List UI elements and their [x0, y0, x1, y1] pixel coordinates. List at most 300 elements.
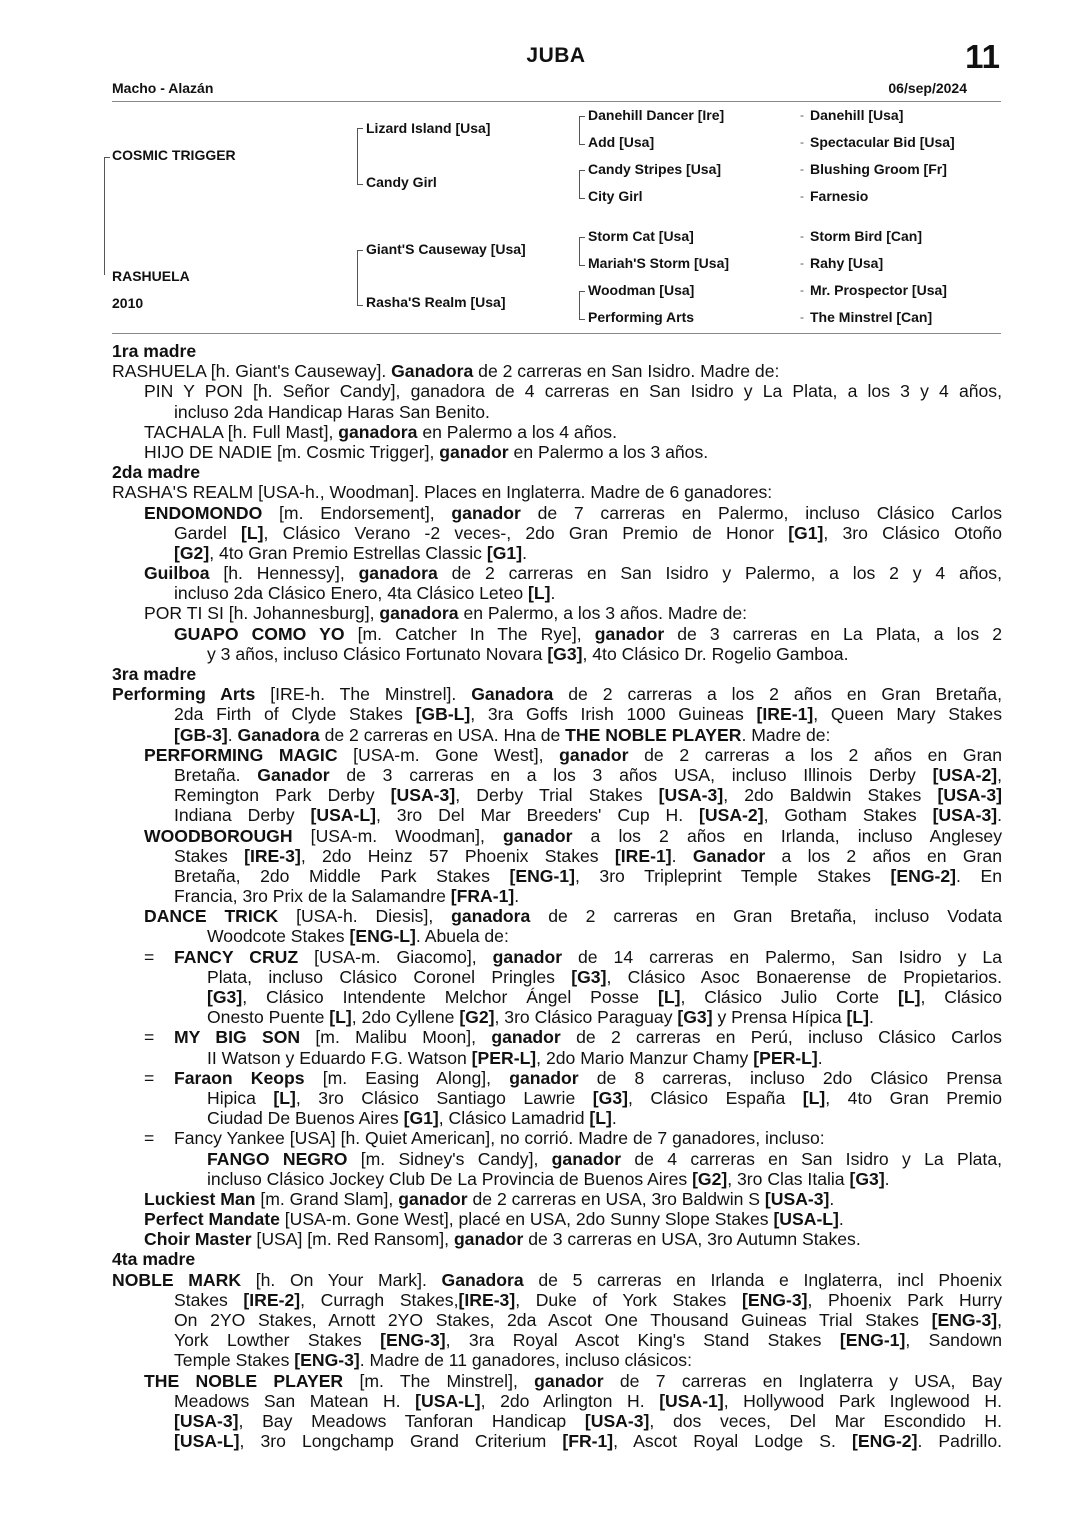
record-text: . Abuela de:: [415, 926, 509, 947]
record-text: de 7 carreras en Inglaterra y USA, Bay: [603, 1370, 1002, 1391]
record-text: , Clásico Asoc Bonaerense de Propietarios.: [606, 966, 1002, 987]
record-text: York Lowther Stakes: [174, 1330, 381, 1351]
record-text: [USA-m. Giacomo],: [298, 946, 493, 967]
record-bold-text: [USA-L]: [415, 1390, 481, 1411]
pedigree-dash: -: [800, 229, 804, 243]
record-text: [h. Hennessy],: [209, 563, 359, 584]
pedigree-dash: -: [800, 310, 804, 324]
record-text: , Clásico: [920, 987, 1002, 1007]
record-line: [112, 826, 1002, 846]
record-line: [112, 1411, 1002, 1431]
pedigree-gen2: Giant'S Causeway [Usa]: [366, 241, 526, 257]
record-bold-text: [ENG-3]: [931, 1310, 998, 1330]
pedigree-bracket: [104, 157, 110, 275]
record-bold-text: ganador: [509, 1067, 579, 1088]
record-bold-text: ganador: [594, 623, 665, 644]
record-text: , 4to Gran Premio: [825, 1087, 1002, 1108]
record-bold-text: MY BIG SON: [174, 1027, 301, 1048]
record-bold-text: ganador: [534, 1370, 604, 1391]
record-line: [112, 866, 1002, 886]
record-text: [USA-m. Gone West], placé en USA, 2do Sunny Slope Stakes: [279, 1209, 774, 1230]
record-text: de 2 carreras en USA. Hna de: [319, 724, 566, 745]
record-line: [112, 1048, 1002, 1068]
record-bold-text: [G2]: [459, 1007, 495, 1028]
record-text: , 2do Arlington H.: [480, 1390, 660, 1411]
record-text: de 2 carreras en Gran Bretaña, incluso Vodata: [530, 906, 1002, 927]
record-bold-text: [G1]: [486, 542, 523, 563]
record-bold-text: [G2]: [692, 1168, 728, 1189]
record-text: Bretaña, 2do Middle Park Stakes: [174, 865, 510, 886]
record-bold-text: GUAPO COMO YO: [174, 623, 345, 644]
record-bold-text: [IRE-1]: [756, 704, 814, 725]
pedigree-dam: RASHUELA: [112, 268, 190, 284]
record-text: .: [817, 1047, 823, 1068]
record-bold-text: [PER-L]: [471, 1047, 537, 1068]
record-bold-text: [G1]: [403, 1108, 439, 1129]
record-text: , 3ro Longchamp Grand Criterium: [239, 1431, 563, 1452]
record-line: [112, 624, 1002, 644]
record-line: [112, 684, 1002, 704]
record-bold-text: ENDOMONDO: [144, 502, 263, 523]
record-line: [112, 1108, 1002, 1128]
horse-name: JUBA: [526, 44, 586, 67]
record-text: Meadows San Matean H.: [174, 1390, 416, 1411]
page-number: 11: [965, 38, 1000, 75]
pedigree-dash: -: [800, 135, 804, 149]
record-text: , Queen Mary Stakes: [813, 704, 1002, 725]
pedigree-gen3: Storm Cat [Usa]: [588, 228, 694, 244]
pedigree-gen4: Storm Bird [Can]: [810, 228, 922, 244]
record-text: , Curragh Stakes,: [300, 1289, 459, 1310]
record-line: [112, 967, 1002, 987]
record-line: [112, 1169, 1002, 1189]
record-text: , 3ro Clásico Santiago Lawrie: [295, 1087, 593, 1108]
record-bold-text: [USA-3]: [658, 785, 724, 806]
record-text: Temple Stakes: [174, 1350, 295, 1371]
record-bold-text: WOODBOROUGH: [144, 825, 293, 846]
record-bold-text: 1ra madre: [112, 341, 197, 361]
pedigree-gen2: Candy Girl: [366, 174, 437, 190]
record-text: 2da Firth of Clyde Stakes: [174, 704, 416, 725]
record-line: [112, 846, 1002, 866]
record-text: [m. Sidney's Candy],: [347, 1148, 552, 1169]
record-text: PIN Y PON [h. Señor Candy], ganadora de 4 carreras en San Isidro y La Plata, a los 3 y 4 años,: [144, 381, 1002, 402]
record-text: II Watson y Eduardo F.G. Watson: [207, 1047, 472, 1068]
record-bold-text: ganadora: [451, 906, 531, 927]
record-marker: =: [144, 1128, 155, 1149]
record-text: de 2 carreras en USA, 3ro Baldwin S: [467, 1188, 765, 1209]
record-line: [112, 1209, 1002, 1229]
record-text: .: [671, 845, 693, 866]
pedigree-gen3: Add [Usa]: [588, 134, 655, 150]
record-bold-text: [ENG-1]: [509, 865, 575, 886]
record-text: de 5 carreras en Irlanda e Inglaterra, incl Phoenix: [523, 1269, 1002, 1290]
record-text: , 4to Gran Premio Estrellas Classic: [209, 542, 487, 563]
record-line: [112, 1391, 1002, 1411]
record-text: de 3 carreras en La Plata, a los 2: [664, 623, 1002, 644]
record-text: [m. Malibu Moon],: [300, 1027, 492, 1048]
pedigree-rule: [112, 333, 1001, 334]
record-line: [112, 765, 1002, 785]
record-text: ,: [997, 764, 1002, 785]
pedigree-gen3: Performing Arts: [588, 309, 695, 325]
record-bold-text: [L]: [528, 583, 551, 604]
record-text: en Palermo a los 3 años.: [508, 441, 709, 462]
record-text: .: [611, 1108, 617, 1129]
pedigree-bracket: [579, 116, 585, 145]
pedigree-bracket: [357, 128, 363, 185]
record-text: Indiana Derby: [174, 805, 311, 826]
record-text: Gardel: [174, 522, 242, 543]
record-line: [112, 1068, 1002, 1088]
record-bold-text: ganadora: [379, 603, 459, 624]
record-text: [m. Grand Slam],: [255, 1188, 399, 1209]
record-line: [112, 745, 1002, 765]
pedigree-gen4: Farnesio: [810, 188, 869, 204]
record-line: [112, 361, 1002, 381]
record-text: a los 2 años en Gran: [765, 845, 1002, 866]
record-line: [112, 1027, 1002, 1047]
record-text: a los 2 años en Irlanda, incluso Anglesey: [572, 825, 1002, 846]
record-bold-text: [ENG-2]: [851, 1431, 918, 1452]
record-line: [112, 886, 1002, 906]
record-text: , 3ro Del Mar Breeders' Cup H.: [375, 805, 700, 826]
record-line: [112, 644, 1002, 664]
record-line: [112, 563, 1002, 583]
record-bold-text: ganador: [503, 825, 573, 846]
record-text: .: [522, 542, 527, 563]
record-line: [112, 422, 1002, 442]
record-bold-text: [ENG-3]: [294, 1350, 360, 1371]
record-bold-text: Perfect Mandate: [144, 1209, 280, 1230]
pedigree-gen3: Candy Stripes [Usa]: [588, 161, 722, 177]
record-line: [112, 1431, 1002, 1451]
record-text: .: [884, 1168, 890, 1189]
record-bold-text: ganadora: [338, 421, 418, 442]
record-bold-text: [USA-3]: [764, 1188, 830, 1209]
record-line: [112, 482, 1002, 502]
record-bold-text: Faraon Keops: [174, 1067, 305, 1088]
pedigree-bracket: [357, 250, 363, 306]
record-text: [USA] [m. Red Ransom],: [251, 1229, 454, 1250]
pedigree-gen3: Mariah'S Storm [Usa]: [588, 255, 730, 271]
record-line: [112, 381, 1002, 401]
record-line: [112, 1007, 1002, 1027]
family-record: [112, 341, 1002, 1451]
pedigree-gen4: Spectacular Bid [Usa]: [810, 134, 955, 150]
section-heading: [112, 664, 1002, 684]
record-text: de 4 carreras en San Isidro y La Plata,: [621, 1148, 1002, 1169]
sex-color: Macho - Alazán: [112, 80, 214, 96]
record-text: . Madre de:: [741, 724, 831, 745]
record-text: , 4to Clásico Dr. Rogelio Gamboa.: [582, 643, 849, 664]
record-line: [112, 987, 1002, 1007]
record-text: incluso 2da Handicap Haras San Benito.: [174, 401, 490, 422]
pedigree-dash: -: [800, 283, 804, 297]
record-text: , Derby Trial Stakes: [455, 785, 659, 806]
record-bold-text: [L]: [589, 1108, 612, 1129]
record-marker: =: [144, 1067, 155, 1088]
record-bold-text: [G3]: [849, 1168, 885, 1189]
record-bold-text: [L]: [273, 1087, 296, 1108]
record-text: Fancy Yankee [USA] [h. Quiet American], no corrió. Madre de 7 ganadores, incluso:: [174, 1128, 825, 1149]
pedigree-gen4: The Minstrel [Can]: [810, 309, 933, 325]
record-text: , dos veces, Del Mar Escondido H.: [649, 1410, 1002, 1431]
record-text: . Madre de 11 ganadores, incluso clásicos:: [359, 1350, 692, 1371]
record-bold-text: Choir Master: [144, 1229, 252, 1250]
record-text: incluso Clásico Jockey Club De La Provincia de Buenos Aires: [207, 1168, 693, 1189]
record-text: , 3ro Tripleprint Temple Stakes: [574, 865, 891, 886]
header-rule: [112, 101, 1001, 102]
record-text: Stakes: [174, 845, 245, 866]
pedigree-gen2: Lizard Island [Usa]: [366, 120, 491, 136]
record-text: [m. Easing Along],: [304, 1067, 510, 1088]
record-bold-text: Ganador: [257, 764, 330, 785]
record-bold-text: Ganador: [692, 845, 766, 866]
record-text: HIJO DE NADIE [m. Cosmic Trigger],: [144, 441, 440, 462]
record-line: [112, 1330, 1002, 1350]
record-bold-text: [L]: [898, 987, 921, 1007]
record-text: RASHUELA [h. Giant's Causeway].: [112, 361, 392, 382]
record-line: [112, 1189, 1002, 1209]
record-bold-text: ganador: [453, 1229, 524, 1250]
record-bold-text: THE NOBLE PLAYER: [565, 724, 742, 745]
pedigree-gen4: Danehill [Usa]: [810, 107, 904, 123]
record-text: , Clásico España: [627, 1087, 803, 1108]
record-text: Stakes: [174, 1289, 244, 1310]
record-bold-text: ganador: [398, 1188, 468, 1209]
record-text: Bretaña.: [174, 764, 258, 785]
record-text: y 3 años, incluso Clásico Fortunato Novara: [207, 643, 548, 664]
pedigree-dash: -: [800, 256, 804, 270]
record-line: [112, 1290, 1002, 1310]
record-text: de 8 carreras, incluso 2do Clásico Prensa: [578, 1067, 1002, 1088]
record-text: .: [869, 1007, 874, 1028]
record-bold-text: ganador: [559, 744, 629, 765]
record-text: , Clásico Verano -2 veces-, 2do Gran Premio de Honor: [263, 522, 789, 543]
pedigree-bracket: [579, 291, 585, 320]
record-bold-text: Ganadora: [441, 1269, 524, 1290]
record-text: . En: [956, 865, 1003, 886]
record-line: [112, 442, 1002, 462]
record-bold-text: [ENG-2]: [890, 865, 957, 886]
record-line: [112, 1270, 1002, 1290]
record-text: de 2 carreras en San Isidro. Madre de:: [473, 361, 780, 382]
record-bold-text: Ganadora: [237, 724, 320, 745]
record-bold-text: [USA-L]: [310, 805, 376, 826]
record-text: Francia, 3ro Prix de la Salamandre: [174, 886, 451, 907]
record-line: [112, 543, 1002, 563]
record-bold-text: PERFORMING MAGIC: [144, 744, 338, 765]
record-bold-text: [L]: [802, 1087, 826, 1108]
record-bold-text: [G3]: [571, 966, 607, 987]
record-bold-text: FANGO NEGRO: [207, 1148, 348, 1169]
record-bold-text: [IRE-1]: [614, 845, 672, 866]
record-text: RASHA'S REALM [USA-h., Woodman]. Places en Inglaterra. Madre de 6 ganadores:: [112, 482, 773, 503]
record-bold-text: Guilboa: [144, 563, 210, 584]
record-text: , 3ro Clásico Paraguay: [494, 1007, 678, 1028]
record-bold-text: [G3]: [547, 643, 583, 664]
record-text: Ciudad De Buenos Aires: [207, 1108, 404, 1129]
pedigree-bracket: [579, 170, 585, 199]
record-text: . Padrillo.: [917, 1431, 1002, 1452]
record-bold-text: [USA-3]: [390, 785, 456, 806]
record-text: , Clásico Julio Corte: [680, 987, 899, 1007]
record-text: , Hollywood Park Inglewood H.: [723, 1390, 1002, 1411]
record-text: , Clásico Intendente Melchor Ángel Posse: [242, 987, 659, 1007]
record-text: , 2do Baldwin Stakes: [723, 785, 938, 806]
record-bold-text: ganadora: [358, 563, 438, 584]
record-text: .: [997, 805, 1002, 826]
record-text: en Palermo, a los 3 años. Madre de:: [458, 603, 748, 624]
record-text: .: [829, 1188, 835, 1209]
record-text: .: [514, 886, 520, 907]
record-text: Plata, incluso Clásico Coronel Pringles: [207, 966, 572, 987]
record-text: [m. Catcher In The Rye],: [344, 623, 595, 644]
section-heading: [112, 1249, 1002, 1269]
record-bold-text: ganador: [439, 441, 509, 462]
record-bold-text: ganador: [551, 1148, 622, 1169]
record-text: , 2do Mario Manzur Chamy: [536, 1047, 754, 1068]
section-heading: [112, 341, 1002, 361]
record-line: [112, 1310, 1002, 1330]
record-bold-text: [USA-2]: [932, 764, 998, 785]
record-bold-text: DANCE TRICK: [144, 906, 279, 927]
record-line: [112, 906, 1002, 926]
pedigree-gen2: Rasha'S Realm [Usa]: [366, 294, 506, 310]
record-text: , Duke of York Stakes: [515, 1289, 742, 1310]
record-bold-text: [L]: [329, 1007, 352, 1028]
record-bold-text: [USA-3]: [174, 1410, 239, 1431]
record-bold-text: Ganadora: [471, 684, 554, 705]
record-bold-text: [ENG-3]: [380, 1330, 446, 1351]
record-bold-text: Luckiest Man: [144, 1188, 256, 1209]
record-bold-text: [IRE-2]: [243, 1289, 301, 1310]
record-text: de 3 carreras en a los 3 años USA, incluso Illinois Derby: [329, 764, 933, 785]
record-text: , Gotham Stakes: [763, 805, 933, 826]
record-bold-text: THE NOBLE PLAYER: [144, 1370, 344, 1391]
record-text: [m. Endorsement],: [262, 502, 452, 523]
record-bold-text: [ENG-L]: [349, 926, 416, 947]
record-bold-text: [GB-L]: [415, 704, 471, 725]
pedigree-gen3: Danehill Dancer [Ire]: [588, 107, 725, 123]
record-text: de 2 carreras en San Isidro y Palermo, a los 2 y 4 años,: [437, 563, 1002, 584]
record-text: , Ascot Royal Lodge S.: [613, 1431, 852, 1452]
record-text: de 3 carreras en USA, 3ro Autumn Stakes.: [523, 1229, 861, 1250]
record-line: [112, 503, 1002, 523]
record-line: [112, 1350, 1002, 1370]
record-text: de 2 carreras a los 2 años en Gran: [628, 744, 1002, 765]
pedigree-gen3: City Girl: [588, 188, 643, 204]
record-bold-text: [L]: [846, 1007, 870, 1028]
record-line: [112, 1088, 1002, 1108]
record-text: Woodcote Stakes: [207, 926, 350, 947]
record-text: Remington Park Derby: [174, 785, 391, 806]
record-bold-text: [USA-3]: [937, 785, 1002, 806]
record-text: [USA-m. Woodman],: [292, 825, 504, 846]
pedigree-bracket: [579, 237, 585, 266]
record-text: , Clásico Lamadrid: [438, 1108, 590, 1129]
record-bold-text: ganador: [491, 1027, 561, 1048]
record-text: [h. On Your Mark].: [241, 1269, 442, 1290]
record-text: Hipica: [207, 1087, 274, 1108]
record-text: [USA-h. Diesis],: [278, 906, 452, 927]
record-bold-text: [G3]: [207, 987, 243, 1007]
record-text: de 7 carreras en Palermo, incluso Clásico Carlos: [520, 502, 1002, 523]
record-bold-text: [L]: [241, 522, 264, 543]
record-bold-text: Ganadora: [391, 361, 474, 382]
record-text: [m. The Minstrel],: [343, 1370, 535, 1391]
record-bold-text: [ENG-1]: [839, 1330, 906, 1351]
record-bold-text: FANCY CRUZ: [174, 946, 299, 967]
record-line: [112, 785, 1002, 805]
record-bold-text: [IRE-3]: [458, 1289, 516, 1310]
record-text: de 2 carreras en Perú, incluso Clásico Carlos: [560, 1027, 1002, 1048]
report-date: 06/sep/2024: [888, 80, 967, 96]
record-text: , 3ra Goffs Irish 1000 Guineas: [470, 704, 757, 725]
record-bold-text: [USA-L]: [174, 1431, 240, 1452]
pedigree-gen4: Blushing Groom [Fr]: [810, 161, 947, 177]
record-line: [112, 704, 1002, 724]
record-bold-text: 3ra madre: [112, 664, 197, 684]
pedigree-dam-year: 2010: [112, 295, 144, 311]
record-text: , 2do Heinz 57 Phoenix Stakes: [300, 845, 615, 866]
record-text: de 14 carreras en Palermo, San Isidro y La: [562, 946, 1002, 967]
record-bold-text: ganador: [492, 946, 563, 967]
pedigree-gen4: Mr. Prospector [Usa]: [810, 282, 947, 298]
record-bold-text: 4ta madre: [112, 1249, 196, 1270]
record-line: [112, 603, 1002, 623]
record-line: [112, 805, 1002, 825]
record-bold-text: [IRE-3]: [244, 845, 301, 866]
record-text: , 2do Cyllene: [351, 1007, 460, 1028]
record-bold-text: [G1]: [788, 522, 824, 543]
record-text: POR TI SI [h. Johannesburg],: [144, 603, 380, 624]
record-bold-text: [FRA-1]: [450, 886, 515, 907]
record-text: ,: [997, 1310, 1002, 1330]
record-marker: =: [144, 1027, 155, 1048]
record-line: [112, 1371, 1002, 1391]
record-line: [112, 402, 1002, 422]
record-bold-text: [ENG-3]: [741, 1289, 808, 1310]
record-text: .: [550, 583, 556, 604]
record-line: [112, 583, 1002, 603]
pedigree-dash: -: [800, 162, 804, 176]
record-text: , 3ro Clásico Otoño: [823, 522, 1002, 543]
record-text: , 3ra Royal Ascot King's Stand Stakes: [445, 1330, 840, 1351]
record-bold-text: 2da madre: [112, 462, 201, 483]
pedigree-gen4: Rahy [Usa]: [810, 255, 884, 271]
pedigree-dash: -: [800, 189, 804, 203]
record-text: incluso 2da Clásico Enero, 4ta Clásico Leteo: [174, 583, 529, 604]
record-text: Onesto Puente: [207, 1007, 330, 1028]
record-bold-text: [L]: [658, 987, 681, 1007]
record-bold-text: [USA-3]: [932, 805, 998, 826]
record-text: en Palermo a los 4 años.: [417, 421, 617, 442]
record-text: [IRE-h. The Minstrel].: [255, 684, 472, 705]
record-bold-text: ganador: [451, 502, 521, 523]
record-marker: =: [144, 946, 155, 967]
record-line: [112, 725, 1002, 745]
record-text: , Bay Meadows Tanforan Handicap: [238, 1410, 585, 1431]
record-text: , Phoenix Park Hurry: [807, 1289, 1002, 1310]
record-bold-text: NOBLE MARK: [112, 1269, 242, 1290]
record-text: y Prensa Hípica: [712, 1007, 847, 1028]
record-bold-text: Performing Arts: [112, 684, 256, 705]
record-bold-text: [USA-1]: [659, 1390, 724, 1411]
record-bold-text: [USA-3]: [584, 1410, 650, 1431]
record-text: de 2 carreras a los 2 años en Gran Bretaña,: [553, 684, 1002, 705]
